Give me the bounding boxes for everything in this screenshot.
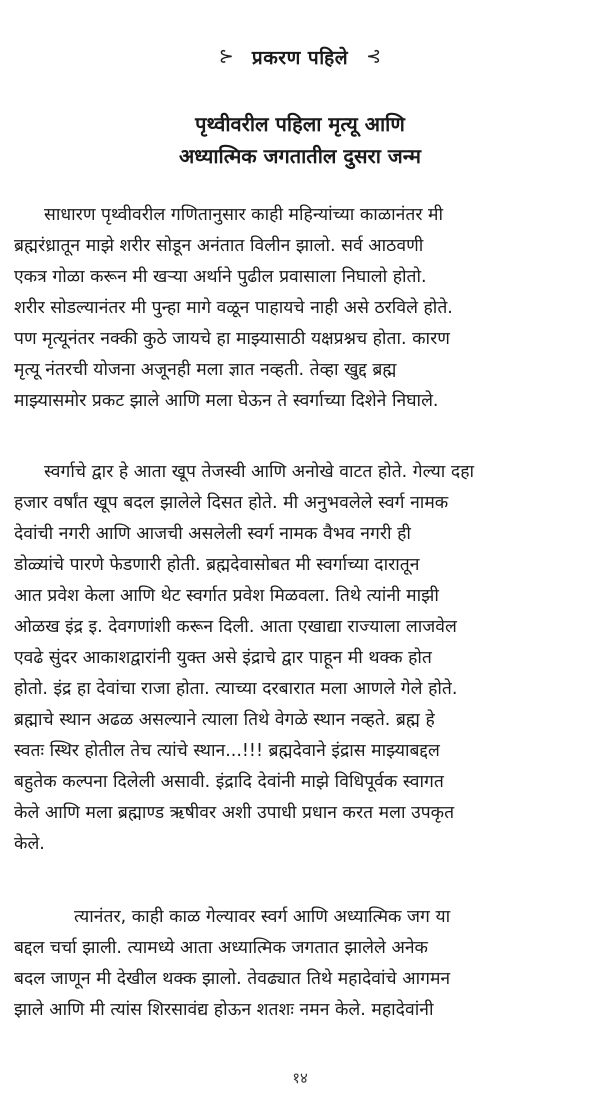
- paragraph-line: ब्रह्माचे स्थान अढळ असल्याने त्याला तिथे वेगळे स्थान नव्हते. ब्रह्म हे: [14, 710, 435, 730]
- paragraph-line: बद्दल चर्चा झाली. त्यामध्ये आता अध्यात्मिक जगतात झालेले अनेक: [14, 938, 428, 958]
- page-number: १४: [292, 1069, 308, 1087]
- paragraph-line: केले.: [14, 834, 45, 854]
- paragraph-line: माझ्यासमोर प्रकट झाले आणि मला घेऊन ते स्वर्गाच्या दिशेने निघाले.: [14, 391, 439, 411]
- paragraph-line: आत प्रवेश केला आणि थेट स्वर्गात प्रवेश मिळवला. तिथे त्यांनी माझी: [14, 586, 439, 606]
- paragraph-line: एकत्र गोळा करून मी खऱ्या अर्थाने पुढील प्रवासाला निघालो होतो.: [14, 267, 427, 287]
- paragraph-line: शरीर सोडल्यानंतर मी पुन्हा मागे वळून पाहायचे नाही असे ठरविले होते.: [14, 298, 453, 318]
- paragraph-line: स्वतः स्थिर होतील तेच त्यांचे स्थान...!!! ब्रह्मदेवाने इंद्रास माझ्याबद्दल: [14, 741, 440, 761]
- paragraph-line: बदल जाणून मी देखील थक्क झालो. तेवढ्यात तिथे महादेवांचे आगमन: [14, 969, 451, 989]
- ornament-left-icon: ⊱: [218, 46, 234, 67]
- paragraph-line: पण मृत्यूनंतर नक्की कुठे जायचे हा माझ्यासाठी यक्षप्रश्नच होता. कारण: [14, 329, 450, 349]
- paragraph-line: बहुतेक कल्पना दिलेली असावी. इंद्रादि देवांनी माझे विधिपूर्वक स्वागत: [14, 772, 444, 792]
- chapter-title: [0, 108, 600, 172]
- paragraph-2: [14, 457, 580, 860]
- paragraph-line: होतो. इंद्र हा देवांचा राजा होता. त्याच्या दरबारात मला आणले गेले होते.: [14, 679, 458, 699]
- body-text: [14, 200, 580, 1026]
- chapter-label: प्रकरण पहिले: [251, 47, 349, 69]
- paragraph-line: साधारण पृथ्वीवरील गणितानुसार काही महिन्यांच्या काळानंतर मी: [44, 205, 444, 225]
- ornament-right-icon: ⊰: [366, 46, 382, 67]
- paragraph-line: त्यानंतर, काही काळ गेल्यावर स्वर्ग आणि अध्यात्मिक जग या: [74, 907, 451, 927]
- paragraph-line: झाले आणि मी त्यांस शिरसावंद्य होऊन शतशः नमन केले. महादेवांनी: [14, 1000, 434, 1020]
- paragraph-line: मृत्यू नंतरची योजना अजूनही मला ज्ञात नव्हती. तेव्हा खुद्द ब्रह्म: [14, 360, 397, 380]
- paragraph-line: एवढे सुंदर आकाशद्वारांनी युक्त असे इंद्राचे द्वार पाहून मी थक्क होत: [14, 648, 432, 668]
- title-line-1: पृथ्वीवरील पहिला मृत्यू आणि: [195, 112, 405, 136]
- paragraph-line: स्वर्गाचे द्वार हे आता खूप तेजस्वी आणि अनोखे वाटत होते. गेल्या दहा: [44, 462, 475, 482]
- paragraph-line: केले आणि मला ब्रह्माण्ड ऋषीवर अशी उपाधी प्रधान करत मला उपकृत: [14, 803, 455, 823]
- paragraph-line: ओळख इंद्र इ. देवगणांशी करून दिली. आता एखाद्या राज्याला लाजवेल: [14, 617, 457, 637]
- paragraph-gap: [14, 417, 580, 457]
- paragraph-line: हजार वर्षांत खूप बदल झालेले दिसत होते. मी अनुभवलेले स्वर्ग नामक: [14, 493, 449, 513]
- paragraph-line: ब्रह्मरंध्रातून माझे शरीर सोडून अनंतात विलीन झालो. सर्व आठवणी: [14, 236, 424, 256]
- paragraph-3: [14, 902, 580, 1026]
- chapter-heading: [0, 40, 600, 74]
- paragraph-1: [14, 200, 580, 417]
- title-line-2: अध्यात्मिक जगतातील दुसरा जन्म: [178, 144, 422, 168]
- paragraph-gap: [14, 860, 580, 902]
- paragraph-line: देवांची नगरी आणि आजची असलेली स्वर्ग नामक वैभव नगरी ही: [14, 524, 411, 544]
- paragraph-line: डोळ्यांचे पारणे फेडणारी होती. ब्रह्मदेवासोबत मी स्वर्गाच्या दारातून: [14, 555, 420, 575]
